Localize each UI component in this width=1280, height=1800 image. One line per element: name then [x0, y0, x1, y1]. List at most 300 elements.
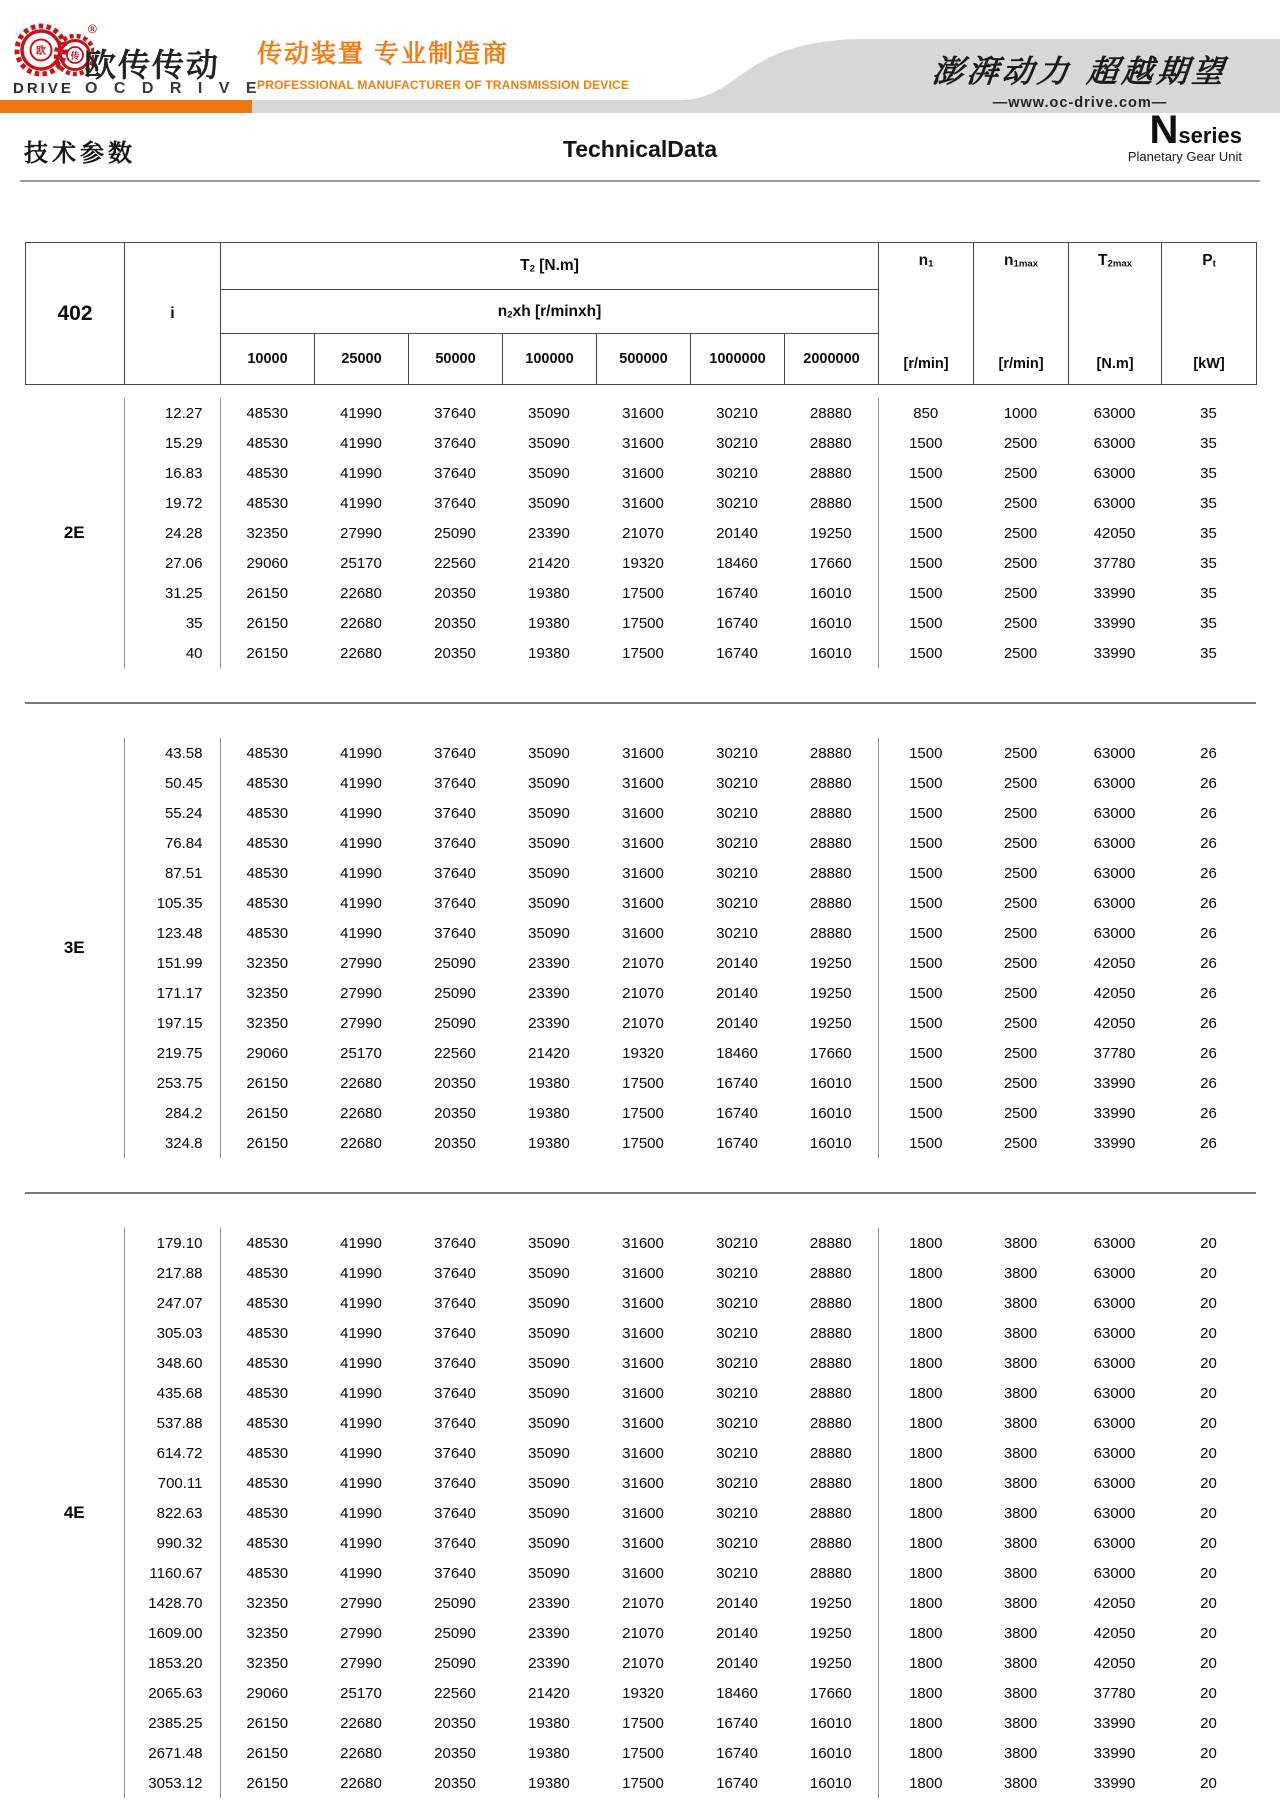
series-block — [1128, 108, 1242, 164]
ratio-value-cell: 43.58 — [124, 738, 220, 768]
t2-value-cell: 27990 — [340, 984, 382, 1002]
t2-value-cell: 17500 — [622, 1714, 664, 1732]
t2max-value-cell: 33990 — [1093, 584, 1136, 602]
pt-value-cell: 20 — [1200, 1714, 1217, 1732]
pt-unit: [kW] — [1193, 355, 1225, 372]
t2-value-cell: 31600 — [622, 834, 664, 852]
t2-value-cell: 21420 — [528, 1684, 570, 1702]
t2max-value-cell: 63000 — [1093, 804, 1136, 822]
t2-value-cell: 48530 — [246, 1534, 289, 1552]
ratio-value-cell: 76.84 — [124, 828, 220, 858]
t2-value-cell: 27990 — [340, 524, 382, 542]
t2-value-cell: 30210 — [716, 1354, 758, 1372]
t2-value-cell: 37640 — [434, 1264, 476, 1282]
t2-value-cell: 41990 — [340, 1444, 382, 1462]
t2-value-cell: 21070 — [622, 1594, 664, 1612]
n1-value-cell: 1500 — [909, 954, 943, 972]
n1-value-cell: 1800 — [909, 1504, 943, 1522]
n1-value-cell: 1800 — [909, 1384, 943, 1402]
n1max-value-cell: 3800 — [1003, 1654, 1038, 1672]
threshold-header: 50000 — [409, 334, 503, 385]
t2max-value-cell: 33990 — [1093, 1714, 1136, 1732]
table-row — [25, 1288, 1256, 1318]
t2max-value-cell: 63000 — [1093, 1234, 1136, 1252]
t2-value-cell: 25170 — [340, 1044, 382, 1062]
n1max-value-cell: 2500 — [1003, 1014, 1038, 1032]
t2-value-cell: 19380 — [528, 584, 570, 602]
ratio-value-cell: 50.45 — [124, 768, 220, 798]
t2-value-cell: 28880 — [784, 1228, 878, 1258]
t2-value-cell: 25090 — [434, 954, 476, 972]
t2-value-cell: 48530 — [246, 434, 289, 452]
n1-value-cell: 1800 — [909, 1774, 943, 1792]
t2max-value-cell: 63000 — [1093, 864, 1136, 882]
ratio-value-cell: 31.25 — [124, 578, 220, 608]
t2-value-cell: 20350 — [434, 1774, 476, 1792]
pt-value-cell: 20 — [1200, 1234, 1217, 1252]
t2-value-cell: 23390 — [528, 1624, 570, 1642]
table-row — [25, 1258, 1256, 1288]
t2-value-cell: 28880 — [784, 458, 878, 488]
slogan-block — [890, 46, 1270, 111]
n1max-value-cell: 3800 — [1003, 1504, 1038, 1522]
pt-value-cell: 26 — [1200, 804, 1217, 822]
t2-value-cell: 21070 — [622, 1014, 664, 1032]
t2-value-cell: 30210 — [716, 744, 758, 762]
t2-value-cell: 41990 — [340, 1384, 382, 1402]
t2-value-cell: 37640 — [434, 894, 476, 912]
n1max-value-cell: 3800 — [1003, 1564, 1038, 1582]
t2-value-cell: 35090 — [528, 864, 570, 882]
t2-value-cell: 19250 — [784, 1648, 878, 1678]
section-label: 4E — [63, 1503, 85, 1522]
t2-value-cell: 41990 — [340, 404, 382, 422]
pt-value-cell: 20 — [1200, 1744, 1217, 1762]
ratio-value-cell: 700.11 — [124, 1468, 220, 1498]
n1-value-cell: 850 — [913, 404, 939, 422]
t2-value-cell: 35090 — [528, 1474, 570, 1492]
t2-value-cell: 30210 — [716, 494, 758, 512]
t2-value-cell: 35090 — [528, 1504, 570, 1522]
n1-value-cell: 1500 — [909, 834, 943, 852]
ratio-value-cell: 537.88 — [124, 1408, 220, 1438]
t2-value-cell: 23390 — [528, 1594, 570, 1612]
n1-value-cell: 1800 — [909, 1594, 943, 1612]
pt-value-cell: 26 — [1200, 834, 1217, 852]
pt-value-cell: 26 — [1200, 1014, 1217, 1032]
website-text: —www.oc-drive.com— — [992, 95, 1168, 111]
ratio-value-cell: 822.63 — [124, 1498, 220, 1528]
t2-value-cell: 21420 — [528, 554, 570, 572]
t2-value-cell: 35090 — [528, 1324, 570, 1342]
t2-value-cell: 37640 — [434, 1384, 476, 1402]
pt-value-cell: 20 — [1200, 1444, 1217, 1462]
t2-value-cell: 17500 — [622, 1744, 664, 1762]
t2-value-cell: 20350 — [434, 644, 476, 662]
pt-value-cell: 20 — [1200, 1324, 1217, 1342]
n1max-column-header: n1max [r/min] — [974, 243, 1069, 385]
t2-value-cell: 28880 — [784, 1558, 878, 1588]
t2-value-cell: 16010 — [784, 578, 878, 608]
t2max-value-cell: 33990 — [1093, 614, 1136, 632]
model-number: 402 — [26, 243, 125, 385]
t2-value-cell: 48530 — [246, 804, 289, 822]
t2max-column-header: T2max [N.m] — [1069, 243, 1162, 385]
table-row — [25, 608, 1256, 638]
ratio-value-cell: 171.17 — [124, 978, 220, 1008]
n1-value-cell: 1500 — [909, 464, 943, 482]
n1max-value-cell: 2500 — [1003, 524, 1038, 542]
t2-value-cell: 30210 — [716, 1474, 758, 1492]
t2-value-cell: 37640 — [434, 494, 476, 512]
oc-gears-logo-icon — [14, 22, 94, 84]
t2-value-cell: 30210 — [716, 1234, 758, 1252]
t2-value-cell: 27990 — [340, 1014, 382, 1032]
t2-value-cell: 17500 — [622, 1104, 664, 1122]
ratio-value-cell: 179.10 — [124, 1228, 220, 1258]
t2-value-cell: 35090 — [528, 1234, 570, 1252]
t2-value-cell: 31600 — [622, 1504, 664, 1522]
pt-value-cell: 20 — [1200, 1294, 1217, 1312]
t2-value-cell: 31600 — [622, 494, 664, 512]
page-title-cn: 技术参数 — [24, 140, 136, 167]
t2max-value-cell: 63000 — [1093, 1324, 1136, 1342]
t2-value-cell: 25090 — [434, 984, 476, 1002]
t2-value-cell: 22560 — [434, 554, 476, 572]
t2-value-cell: 19380 — [528, 1774, 570, 1792]
t2-value-cell: 19250 — [784, 1008, 878, 1038]
n1-value-cell: 1500 — [909, 894, 943, 912]
t2-value-cell: 31600 — [622, 1474, 664, 1492]
threshold-header: 10000 — [221, 334, 315, 385]
t2-value-cell: 31600 — [622, 434, 664, 452]
t2-value-cell: 28880 — [784, 1288, 878, 1318]
threshold-header: 500000 — [597, 334, 691, 385]
t2-value-cell: 26150 — [246, 614, 289, 632]
table-row — [25, 1438, 1256, 1468]
t2-value-cell: 37640 — [434, 464, 476, 482]
ratio-value-cell: 123.48 — [124, 918, 220, 948]
t2max-value-cell: 63000 — [1093, 1534, 1136, 1552]
t2-value-cell: 37640 — [434, 1534, 476, 1552]
t2-value-cell: 48530 — [246, 464, 289, 482]
pt-value-cell: 35 — [1200, 644, 1217, 662]
t2-value-cell: 20140 — [716, 1654, 758, 1672]
t2-value-cell: 27990 — [340, 1654, 382, 1672]
n1-value-cell: 1500 — [909, 774, 943, 792]
t2-value-cell: 35090 — [528, 1444, 570, 1462]
t2-value-cell: 28880 — [784, 858, 878, 888]
pt-value-cell: 35 — [1200, 464, 1217, 482]
t2-value-cell: 32350 — [246, 984, 289, 1002]
t2-value-cell: 18460 — [716, 554, 758, 572]
t2-value-cell: 41990 — [340, 464, 382, 482]
t2max-value-cell: 63000 — [1093, 464, 1136, 482]
t2-value-cell: 21070 — [622, 954, 664, 972]
t2-value-cell: 35090 — [528, 744, 570, 762]
t2-value-cell: 31600 — [622, 1324, 664, 1342]
t2-value-cell: 27990 — [340, 1594, 382, 1612]
n1-value-cell: 1500 — [909, 1044, 943, 1062]
t2-value-cell: 22680 — [340, 1714, 382, 1732]
t2-value-cell: 28880 — [784, 488, 878, 518]
t2-value-cell: 16740 — [716, 1104, 758, 1122]
n1-value-cell: 1500 — [909, 434, 943, 452]
t2max-value-cell: 42050 — [1093, 1624, 1136, 1642]
ratio-value-cell: 284.2 — [124, 1098, 220, 1128]
ratio-value-cell: 16.83 — [124, 458, 220, 488]
t2-value-cell: 32350 — [246, 1654, 289, 1672]
t2max-value-cell: 42050 — [1093, 984, 1136, 1002]
t2-value-cell: 41990 — [340, 494, 382, 512]
n1-value-cell: 1500 — [909, 1014, 943, 1032]
t2-value-cell: 31600 — [622, 804, 664, 822]
t2-value-cell: 22680 — [340, 644, 382, 662]
t2-value-cell: 22680 — [340, 1744, 382, 1762]
t2-value-cell: 37640 — [434, 1474, 476, 1492]
n1-value-cell: 1500 — [909, 1074, 943, 1092]
t2-value-cell: 26150 — [246, 1744, 289, 1762]
t2max-value-cell: 63000 — [1093, 744, 1136, 762]
t2-value-cell: 28880 — [784, 738, 878, 768]
ratio-value-cell: 105.35 — [124, 888, 220, 918]
t2max-value-cell: 63000 — [1093, 894, 1136, 912]
pt-value-cell: 26 — [1200, 1134, 1217, 1152]
t2max-value-cell: 37780 — [1093, 1684, 1136, 1702]
t2-value-cell: 30210 — [716, 774, 758, 792]
brand-name-cn: 欧传传动 — [84, 47, 221, 83]
header-row-1 — [26, 243, 1257, 290]
t2-value-cell: 17500 — [622, 1774, 664, 1792]
table-row — [25, 1738, 1256, 1768]
n1-value-cell: 1800 — [909, 1354, 943, 1372]
pt-value-cell: 20 — [1200, 1654, 1217, 1672]
table-row — [25, 1468, 1256, 1498]
table-row — [25, 488, 1256, 518]
t2-value-cell: 48530 — [246, 1354, 289, 1372]
table-row — [25, 1038, 1256, 1068]
n1max-unit: [r/min] — [998, 355, 1044, 372]
table-row — [25, 1378, 1256, 1408]
table-row — [25, 1098, 1256, 1128]
t2-value-cell: 48530 — [246, 1504, 289, 1522]
threshold-header: 2000000 — [785, 334, 879, 385]
threshold-header: 100000 — [503, 334, 597, 385]
pt-value-cell: 20 — [1200, 1774, 1217, 1792]
table-row — [25, 918, 1256, 948]
pt-value-cell: 35 — [1200, 404, 1217, 422]
n1max-value-cell: 3800 — [1003, 1714, 1038, 1732]
t2-value-cell: 17660 — [784, 548, 878, 578]
t2-value-cell: 25090 — [434, 1594, 476, 1612]
n1max-value-cell: 2500 — [1003, 924, 1038, 942]
n1max-value-cell: 3800 — [1003, 1324, 1038, 1342]
t2-value-cell: 41990 — [340, 1534, 382, 1552]
t2-value-cell: 41990 — [340, 434, 382, 452]
table-row — [25, 428, 1256, 458]
t2max-unit: [N.m] — [1096, 355, 1134, 372]
pt-value-cell: 26 — [1200, 924, 1217, 942]
n1-value-cell: 1500 — [909, 1104, 943, 1122]
t2-value-cell: 23390 — [528, 954, 570, 972]
t2-value-cell: 31600 — [622, 774, 664, 792]
t2-value-cell: 31600 — [622, 924, 664, 942]
pt-value-cell: 20 — [1200, 1264, 1217, 1282]
ratio-value-cell: 15.29 — [124, 428, 220, 458]
t2-value-cell: 29060 — [246, 1684, 289, 1702]
t2-value-cell: 35090 — [528, 834, 570, 852]
t2-value-cell: 16740 — [716, 1714, 758, 1732]
t2-value-cell: 16010 — [784, 1768, 878, 1798]
ratio-value-cell: 12.27 — [124, 398, 220, 428]
t2-value-cell: 28880 — [784, 1528, 878, 1558]
t2-value-cell: 37640 — [434, 1414, 476, 1432]
n1-value-cell: 1800 — [909, 1294, 943, 1312]
t2-value-cell: 41990 — [340, 1294, 382, 1312]
n1max-value-cell: 2500 — [1003, 464, 1038, 482]
t2-value-cell: 30210 — [716, 1414, 758, 1432]
pt-value-cell: 20 — [1200, 1534, 1217, 1552]
t2-value-cell: 23390 — [528, 524, 570, 542]
t2-value-cell: 28880 — [784, 888, 878, 918]
ratio-value-cell: 990.32 — [124, 1528, 220, 1558]
t2-value-cell: 31600 — [622, 1564, 664, 1582]
t2-value-cell: 28880 — [784, 1498, 878, 1528]
threshold-header: 1000000 — [691, 334, 785, 385]
t2-value-cell: 37640 — [434, 804, 476, 822]
logo-drive-word: DRIVE — [13, 80, 74, 97]
n1max-value-cell: 2500 — [1003, 584, 1038, 602]
t2max-value-cell: 33990 — [1093, 1134, 1136, 1152]
t2-value-cell: 19250 — [784, 518, 878, 548]
t2-value-cell: 25090 — [434, 524, 476, 542]
table-row — [25, 1528, 1256, 1558]
t2-value-cell: 37640 — [434, 774, 476, 792]
t2-value-cell: 26150 — [246, 1134, 289, 1152]
t2max-value-cell: 63000 — [1093, 834, 1136, 852]
t2-value-cell: 48530 — [246, 744, 289, 762]
pt-value-cell: 26 — [1200, 984, 1217, 1002]
table-row — [25, 1588, 1256, 1618]
t2-value-cell: 28880 — [784, 1468, 878, 1498]
table-row — [25, 768, 1256, 798]
threshold-header: 25000 — [315, 334, 409, 385]
t2-value-cell: 37640 — [434, 1444, 476, 1462]
t2-value-cell: 20350 — [434, 614, 476, 632]
n1max-value-cell: 3800 — [1003, 1384, 1038, 1402]
t2-value-cell: 17500 — [622, 584, 664, 602]
pt-column-header: Pt [kW] — [1162, 243, 1257, 385]
t2-value-cell: 32350 — [246, 1624, 289, 1642]
t2-value-cell: 28880 — [784, 1348, 878, 1378]
t2-value-cell: 16010 — [784, 638, 878, 668]
t2-value-cell: 16740 — [716, 644, 758, 662]
ratio-value-cell: 87.51 — [124, 858, 220, 888]
ratio-value-cell: 27.06 — [124, 548, 220, 578]
t2-value-cell: 30210 — [716, 1294, 758, 1312]
t2-value-cell: 48530 — [246, 1294, 289, 1312]
ratio-value-cell: 1609.00 — [124, 1618, 220, 1648]
n1max-value-cell: 1000 — [1003, 404, 1038, 422]
pt-value-cell: 20 — [1200, 1414, 1217, 1432]
table-row — [25, 1678, 1256, 1708]
n1-value-cell: 1800 — [909, 1234, 943, 1252]
section-label: 3E — [63, 938, 85, 957]
table-row — [25, 1768, 1256, 1798]
n1max-value-cell: 2500 — [1003, 954, 1038, 972]
table-row — [25, 1318, 1256, 1348]
n1max-value-cell: 2500 — [1003, 434, 1038, 452]
table-row — [25, 1348, 1256, 1378]
table-section — [25, 385, 1256, 681]
t2-value-cell: 41990 — [340, 1354, 382, 1372]
n1-value-cell: 1500 — [909, 554, 943, 572]
t2-value-cell: 19380 — [528, 1714, 570, 1732]
table-row — [25, 1498, 1256, 1528]
t2-value-cell: 35090 — [528, 1354, 570, 1372]
t2-value-cell: 48530 — [246, 494, 289, 512]
t2-value-cell: 41990 — [340, 894, 382, 912]
table-row — [25, 398, 1256, 428]
n1-unit: [r/min] — [903, 355, 949, 372]
t2-value-cell: 37640 — [434, 1234, 476, 1252]
t2-value-cell: 37640 — [434, 1564, 476, 1582]
n1max-value-cell: 2500 — [1003, 744, 1038, 762]
t2-value-cell: 32350 — [246, 1014, 289, 1032]
ratio-value-cell: 1428.70 — [124, 1588, 220, 1618]
ratio-value-cell: 247.07 — [124, 1288, 220, 1318]
t2-value-cell: 21070 — [622, 1654, 664, 1672]
t2-value-cell: 35090 — [528, 1564, 570, 1582]
ratio-value-cell: 305.03 — [124, 1318, 220, 1348]
n1-value-cell: 1500 — [909, 984, 943, 1002]
ratio-value-cell: 55.24 — [124, 798, 220, 828]
n1max-value-cell: 3800 — [1003, 1294, 1038, 1312]
t2-value-cell: 30210 — [716, 1504, 758, 1522]
t2-value-cell: 30210 — [716, 1534, 758, 1552]
t2-value-cell: 21070 — [622, 984, 664, 1002]
tagline-en: PROFESSIONAL MANUFACTURER OF TRANSMISSION DEVICE — [257, 78, 630, 92]
ratio-value-cell: 2385.25 — [124, 1708, 220, 1738]
t2-value-cell: 37640 — [434, 744, 476, 762]
pt-value-cell: 26 — [1200, 1044, 1217, 1062]
series-word: series — [1178, 123, 1242, 148]
t2-value-cell: 22680 — [340, 1074, 382, 1092]
svg-text:传: 传 — [70, 51, 80, 61]
t2-value-cell: 20350 — [434, 1744, 476, 1762]
t2-value-cell: 22680 — [340, 1774, 382, 1792]
svg-text:欧: 欧 — [36, 46, 46, 57]
t2-value-cell: 16010 — [784, 1708, 878, 1738]
t2-value-cell: 41990 — [340, 1564, 382, 1582]
t2-value-cell: 26150 — [246, 1774, 289, 1792]
ratio-value-cell: 219.75 — [124, 1038, 220, 1068]
t2max-value-cell: 42050 — [1093, 1654, 1136, 1672]
t2-value-cell: 41990 — [340, 924, 382, 942]
t2-value-cell: 31600 — [622, 1444, 664, 1462]
table-row — [25, 1648, 1256, 1678]
ratio-column-header: i — [125, 243, 221, 385]
n1-value-cell: 1800 — [909, 1474, 943, 1492]
t2-value-cell: 41990 — [340, 774, 382, 792]
t2-value-cell: 30210 — [716, 894, 758, 912]
t2-value-cell: 37640 — [434, 434, 476, 452]
t2max-value-cell: 63000 — [1093, 1264, 1136, 1282]
n1max-value-cell: 2500 — [1003, 834, 1038, 852]
t2max-value-cell: 63000 — [1093, 1564, 1136, 1582]
t2-value-cell: 48530 — [246, 1234, 289, 1252]
table-section — [25, 725, 1256, 1171]
